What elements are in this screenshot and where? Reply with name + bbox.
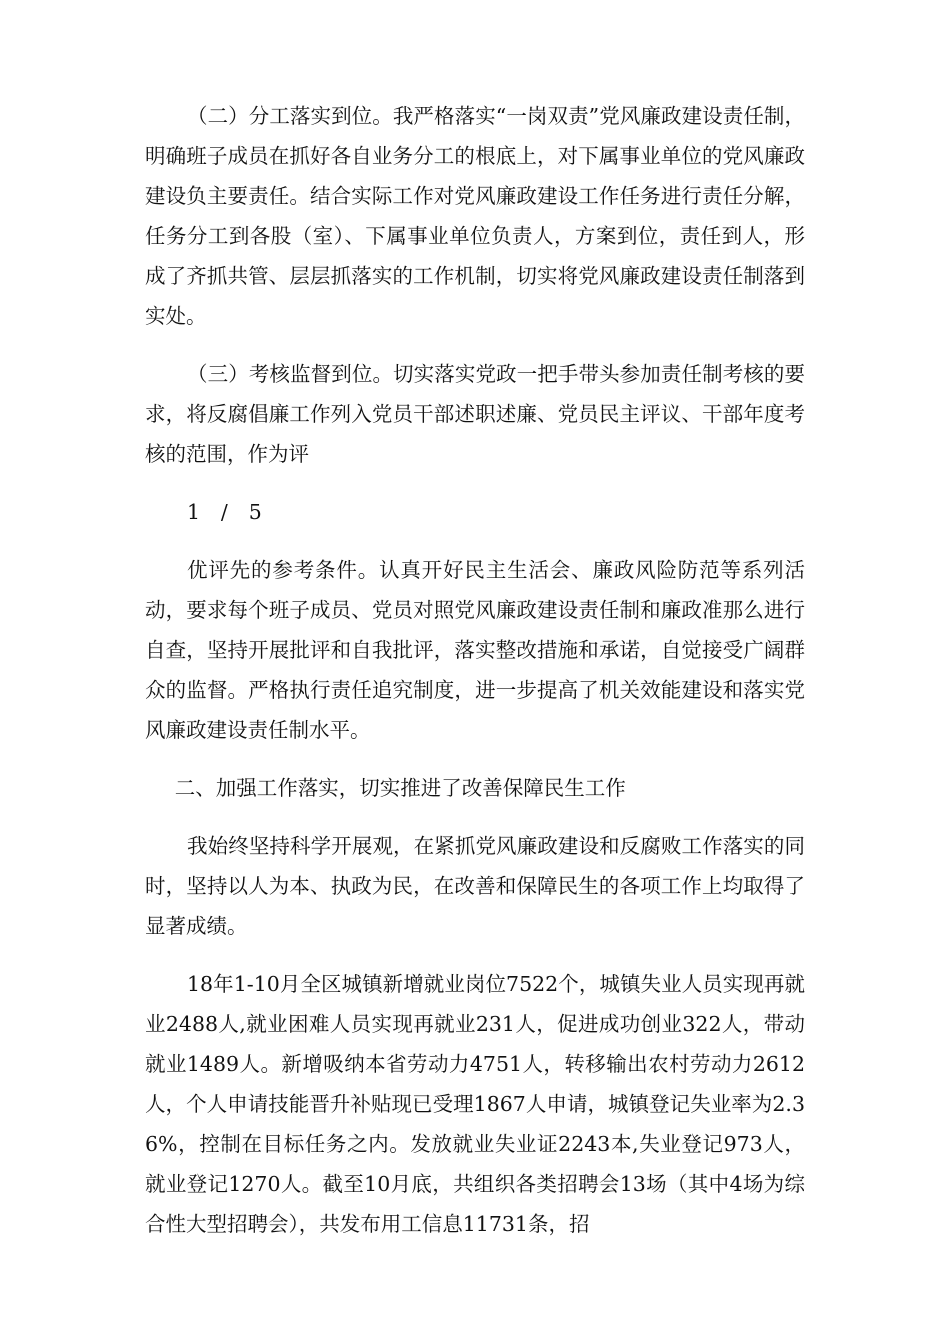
page-number: 1 / 5 <box>187 500 269 524</box>
paragraph-division-of-labor: （二）分工落实到位。我严格落实“一岗双责”党风廉政建设责任制，明确班子成员在抓好各自业务分工的根底上，对下属事业单位的党风廉政建设负主要责任。结合实际工作对党风廉政建设工作任务进行责任分解，任务分工到各股（室）、下属事业单位负责人，方案到位，责任到人，形成了齐抓共管、层层抓落实的工作机制，切实将党风廉政建设责任制落到实处。 <box>145 104 805 328</box>
paragraph-evaluation-conditions: 优评先的参考条件。认真开好民主生活会、廉政风险防范等系列活动，要求每个班子成员、党员对照党风廉政建设责任制和廉政准那么进行自查，坚持开展批评和自我批评，落实整改措施和承诺，自觉接受广阔群众的监督。严格执行责任追究制度，进一步提高了机关效能建设和落实党风廉政建设责任制水平。 <box>145 558 805 742</box>
paragraph-assessment-supervision: （三）考核监督到位。切实落实党政一把手带头参加责任制考核的要求，将反腐倡廉工作列入党员干部述职述廉、党员民主评议、干部年度考核的范围，作为评 <box>145 362 805 466</box>
section-heading-livelihood: 二、加强工作落实，切实推进了改善保障民生工作 <box>174 776 626 800</box>
paragraph-scientific-development: 我始终坚持科学开展观，在紧抓党风廉政建设和反腐败工作落实的同时，坚持以人为本、执政为民，在改善和保障民生的各项工作上均取得了显著成绩。 <box>145 834 805 938</box>
paragraph-employment-statistics: 18年1-10月全区城镇新增就业岗位7522个，城镇失业人员实现再就业2488人,就业困难人员实现再就业231人，促进成功创业322人，带动就业1489人。新增吸纳本省劳动力4751人，转移输出农村劳动力2612人，个人申请技能晋升补贴现已受理1867人申请，城镇登记失业率为2.36%，控制在目标任务之内。发放就业失业证2243本,失业登记973人，就业登记1270人。截至10月底，共组织各类招聘会13场（其中4场为综合性大型招聘会），共发布用工信息11731条，招 <box>145 972 805 1236</box>
document-body <box>145 96 805 1262</box>
